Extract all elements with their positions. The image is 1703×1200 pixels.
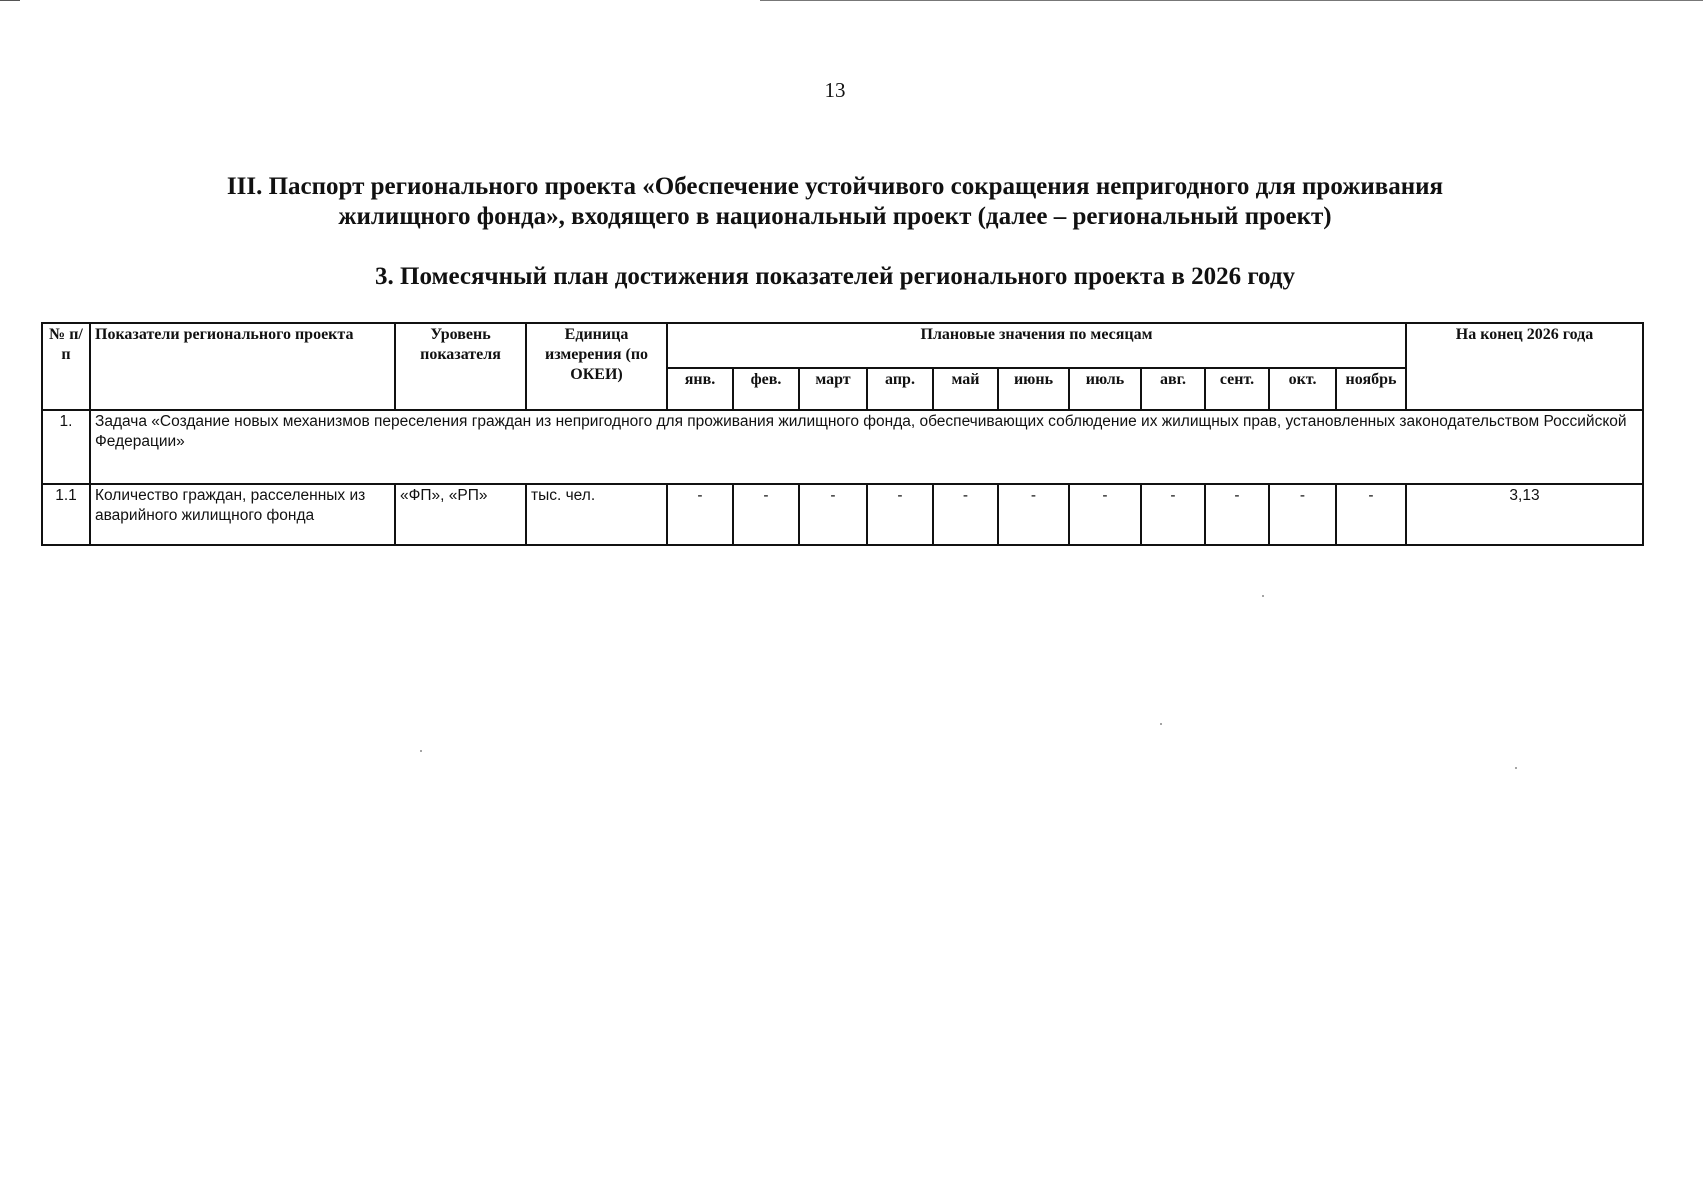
indicator-name: Количество граждан, расселенных из аварийного жилищного фонда <box>90 484 395 545</box>
monthly-plan-table <box>41 322 1644 546</box>
header-indicator: Показатели регионального проекта <box>90 323 395 410</box>
header-month: фев. <box>733 368 799 410</box>
indicator-month-value: - <box>933 484 998 545</box>
indicator-month-value: - <box>733 484 799 545</box>
indicator-month-value: - <box>1205 484 1269 545</box>
header-month: апр. <box>867 368 933 410</box>
indicator-month-value: - <box>799 484 867 545</box>
header-month: сент. <box>1205 368 1269 410</box>
header-month: окт. <box>1269 368 1336 410</box>
header-year-end: На конец 2026 года <box>1406 323 1643 410</box>
scan-speck <box>1515 767 1517 769</box>
indicator-month-value: - <box>1069 484 1141 545</box>
header-month: май <box>933 368 998 410</box>
top-rule-left <box>0 0 20 1</box>
header-month: ноябрь <box>1336 368 1406 410</box>
indicator-month-value: - <box>1141 484 1205 545</box>
header-month: июнь <box>998 368 1069 410</box>
scan-speck <box>1160 723 1162 725</box>
indicator-level: «ФП», «РП» <box>395 484 526 545</box>
indicator-unit: тыс. чел. <box>526 484 667 545</box>
page-number: 13 <box>824 78 846 102</box>
header-month: авг. <box>1141 368 1205 410</box>
header-planned-values: Плановые значения по месяцам <box>667 323 1406 368</box>
header-month: июль <box>1069 368 1141 410</box>
top-rule-right <box>760 0 1703 1</box>
indicator-year-end-value: 3,13 <box>1406 484 1643 545</box>
header-row-1 <box>42 323 1643 368</box>
header-num: № п/п <box>42 323 90 410</box>
scan-speck <box>1262 595 1264 597</box>
header-unit: Единица измерения (по ОКЕИ) <box>526 323 667 410</box>
section-title: 3. Помесячный план достижения показателей регионального проекта в 2026 году <box>375 263 1295 290</box>
indicator-month-value: - <box>667 484 733 545</box>
document-title-line-2: жилищного фонда», входящего в национальный проект (далее – региональный проект) <box>338 203 1332 230</box>
scan-speck <box>420 750 422 752</box>
task-num: 1. <box>42 410 90 484</box>
indicator-month-value: - <box>1269 484 1336 545</box>
table-row-indicator <box>42 484 1643 545</box>
header-month: янв. <box>667 368 733 410</box>
document-title <box>140 172 1530 232</box>
task-text: Задача «Создание новых механизмов переселения граждан из непригодного для проживания жилищного фонда, обеспечивающих соблюдение их жилищных прав, установленных законодательством Российской Федерации» <box>90 410 1643 484</box>
header-level: Уровень показателя <box>395 323 526 410</box>
indicator-month-value: - <box>1336 484 1406 545</box>
indicator-month-value: - <box>867 484 933 545</box>
header-month: март <box>799 368 867 410</box>
document-title-line-1: III. Паспорт регионального проекта «Обеспечение устойчивого сокращения непригодного для проживания <box>226 173 1444 200</box>
table-row-task <box>42 410 1643 484</box>
indicator-month-value: - <box>998 484 1069 545</box>
indicator-num: 1.1 <box>42 484 90 545</box>
